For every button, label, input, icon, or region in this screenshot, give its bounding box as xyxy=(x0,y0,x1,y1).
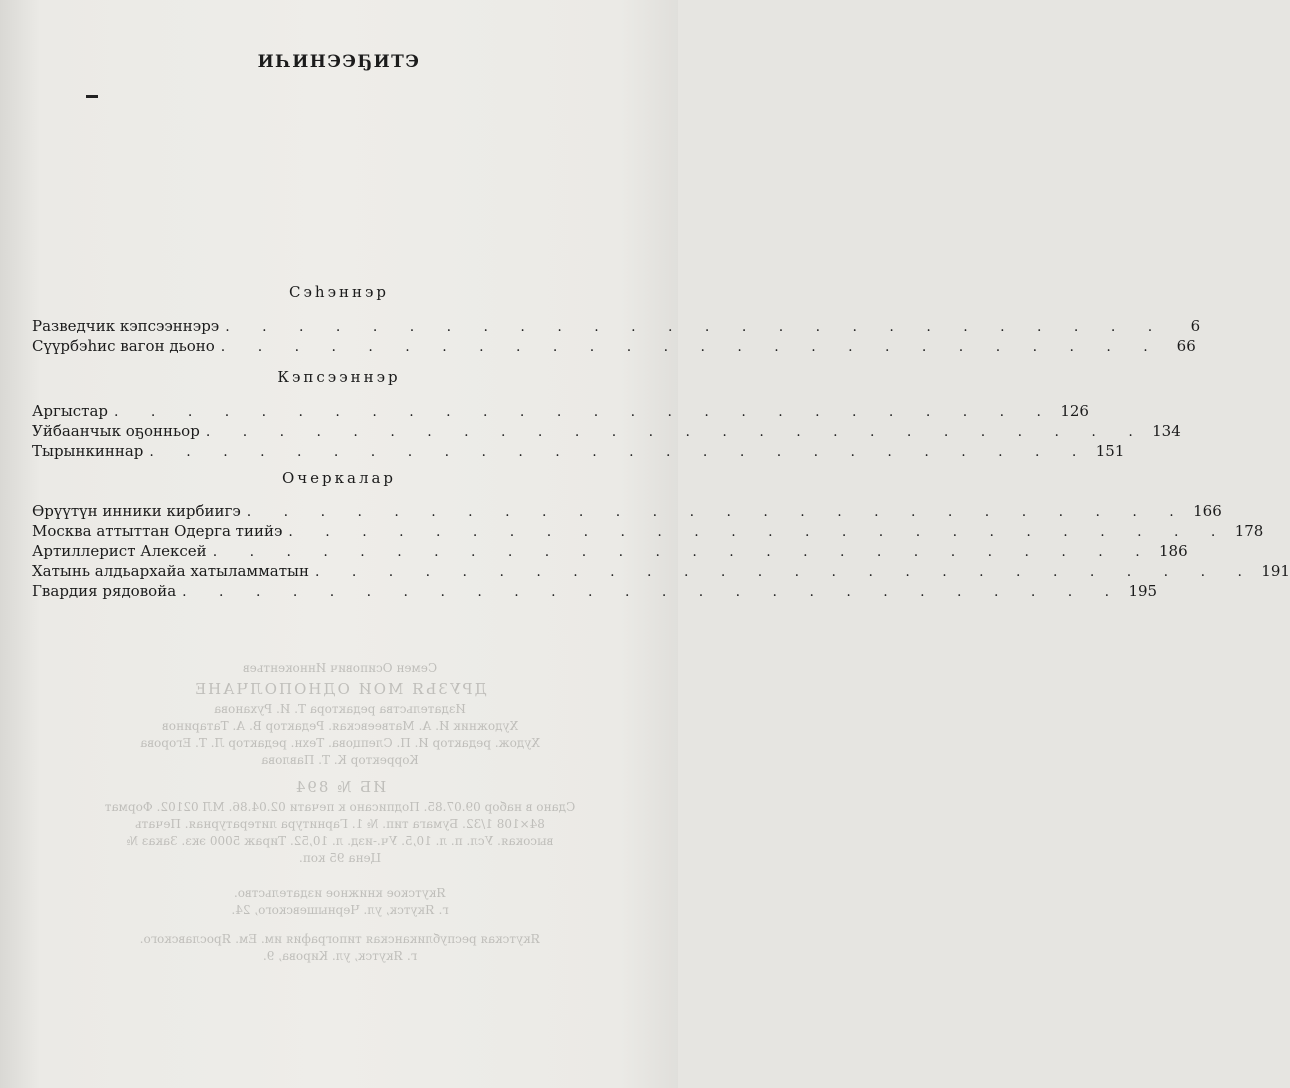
toc-row[interactable] xyxy=(32,501,1222,521)
toc-entry-title: Тырынкиннар xyxy=(32,442,144,460)
toc-leader-dots: . . . . . . . . . . . . . . . . . . . . . . . . . . xyxy=(314,564,1256,580)
toc-leader-dots: . . . . . . . . . . . . . . . . . . . . . . . . . . xyxy=(149,444,1091,460)
imprint-line: Корректор К. Т. Павлова xyxy=(261,753,419,767)
toc-entry-page: 134 xyxy=(1152,422,1181,440)
toc-leader-dots: . . . . . . . . . . . . . . . . . . . . . . . . . . xyxy=(288,524,1230,540)
toc-list-tales xyxy=(32,401,1181,461)
section-heading-tales: Кэпсээннэр xyxy=(277,368,401,386)
toc-entry-page: 191 xyxy=(1261,562,1290,580)
toc-entry-title: Сүүрбэһис вагон дьоно xyxy=(32,337,215,355)
toc-list-essays xyxy=(32,501,1290,601)
toc-entry-title: Гвардия рядовойа xyxy=(32,582,177,600)
toc-row[interactable] xyxy=(32,521,1264,541)
toc-entry-title: Өрүүтүн инники кирбиигэ xyxy=(32,502,241,520)
imprint-isbn: ИБ № 894 xyxy=(293,778,387,796)
toc-row[interactable] xyxy=(32,336,1196,356)
toc-entry-title: Уйбаанчык оҕонньор xyxy=(32,422,200,440)
toc-row[interactable] xyxy=(32,401,1089,421)
imprint-publisher: г. Якутск, ул. Чернышевского, 24. xyxy=(231,903,449,917)
section-heading-essays: Очеркалар xyxy=(281,469,397,487)
toc-row[interactable] xyxy=(32,561,1290,581)
imprint-line: Худож. редактор И. П. Слепцова. Техн. редактор Л. Т. Егорова xyxy=(140,736,540,750)
page-title: ИҺИНЭЭҔИТЭ xyxy=(257,52,421,72)
toc-leader-dots: . . . . . . . . . . . . . . . . . . . . . . . . . . xyxy=(220,339,1162,355)
toc-leader-dots: . . . . . . . . . . . . . . . . . . . . . . . . . . xyxy=(182,584,1124,600)
dash-mark xyxy=(86,95,98,98)
toc-row[interactable] xyxy=(32,541,1188,561)
imprint-publisher: Якутское книжное издательство. xyxy=(233,886,447,900)
toc-leader-dots: . . . . . . . . . . . . . . . . . . . . . . . . . . xyxy=(225,319,1167,335)
toc-entry-title: Аргыстар xyxy=(32,402,109,420)
toc-entry-page: 6 xyxy=(1190,317,1201,335)
section-heading-stories: Сэһэннэр xyxy=(289,283,389,301)
imprint-author: Семен Осипович Иннокентьев xyxy=(242,661,438,675)
toc-entry-page: 151 xyxy=(1095,442,1125,460)
imprint-printer: Якутская республиканская типография им. Ем. Ярославского. xyxy=(139,932,541,946)
imprint-tech-line: 84×108 1/32. Бумага тип. № 1. Гарнитура литературная. Печать xyxy=(135,817,545,831)
toc-row[interactable] xyxy=(32,316,1201,336)
toc-entry-page: 178 xyxy=(1234,522,1264,540)
toc-leader-dots: . . . . . . . . . . . . . . . . . . . . . . . . . . xyxy=(246,504,1188,520)
toc-list-stories xyxy=(32,316,1201,356)
show-through-imprint xyxy=(20,660,660,965)
imprint-line: Художник И. А. Матвеевская. Редактор В. А. Татаринов xyxy=(161,719,519,733)
toc-entry-title: Разведчик кэпсээннэрэ xyxy=(32,317,220,335)
imprint-tech-line: Сдано в набор 09.07.85. Подписано к печати 02.04.86. МЛ 02102. Формат xyxy=(104,800,576,814)
imprint-tech-line: высокая. Усл. п. л. 10,5. Уч.-изд. л. 10,52. Тираж 5000 экз. Заказ № xyxy=(126,834,554,848)
imprint-printer: г. Якутск, ул. Кирова, 9. xyxy=(262,949,418,963)
toc-entry-title: Хатынь алдьархайа хатыламматын xyxy=(32,562,309,580)
toc-entry-page: 66 xyxy=(1176,337,1196,355)
toc-entry-page: 126 xyxy=(1060,402,1089,420)
imprint-line: Издательства редактора Т. И. Руханова xyxy=(214,702,466,716)
toc-entry-title: Москва аттыттан Одерга тиийэ xyxy=(32,522,283,540)
toc-entry-page: 195 xyxy=(1128,582,1158,600)
toc-row[interactable] xyxy=(32,441,1125,461)
toc-entry-page: 166 xyxy=(1193,502,1222,520)
toc-leader-dots: . . . . . . . . . . . . . . . . . . . . . . . . . . xyxy=(114,404,1055,420)
imprint-tech-line: Цена 95 коп. xyxy=(298,851,382,865)
imprint-book-title: ДРУЗЬЯ МОИ ОДНОПОЛЧАНЕ xyxy=(193,680,487,698)
toc-leader-dots: . . . . . . . . . . . . . . . . . . . . . . . . . . xyxy=(212,544,1154,560)
toc-entry-title: Артиллерист Алексей xyxy=(32,542,207,560)
toc-entry-page: 186 xyxy=(1159,542,1188,560)
toc-leader-dots: . . . . . . . . . . . . . . . . . . . . . . . . . . xyxy=(205,424,1147,440)
toc-row[interactable] xyxy=(32,421,1181,441)
toc-row[interactable] xyxy=(32,581,1158,601)
